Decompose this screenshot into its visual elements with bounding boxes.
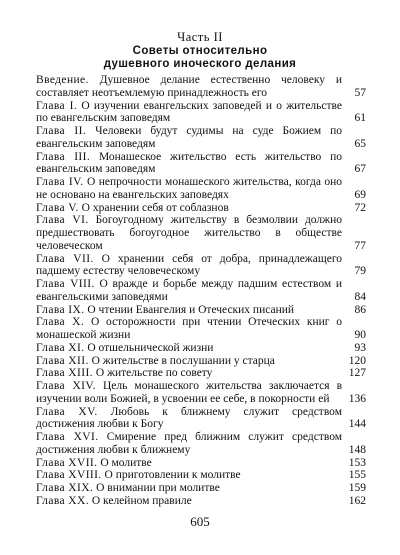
toc-entry [36,316,366,342]
toc-entry-title: О молитве [100,456,152,469]
toc-entry [36,278,366,304]
toc-entry-title: О келейном правиле [91,494,192,507]
toc-entry-page: 86 [354,303,366,316]
toc-entry-title: О жительстве по совету [95,367,213,380]
toc-entry-label: Глава XVI. [36,431,99,443]
toc-entry-label: Глава I. [36,99,78,112]
toc-entry-label: Глава XV. [36,405,98,418]
toc-entry-title: О непрочности монашеского жительства, когда оно не основано на евангельских заповедях [36,176,343,201]
toc-entry-label: Глава XI. [36,341,85,354]
toc-entry-title: Богоугодному жительству в безмолвии должно предшествовать богоугодное жительство в обществе человеческом [36,214,342,252]
toc-entry-label: Глава IX. [36,303,85,316]
toc-entry-label: Глава XX. [36,494,89,507]
toc-entry-text [36,380,342,406]
toc-entry-label: Глава XVII. [36,456,98,469]
toc-entry-page: 136 [348,392,366,405]
toc-entry-text [36,151,342,177]
toc-entry-text [36,367,342,380]
toc-entry [36,380,366,406]
toc-entry-title: О отшельнической жизни [87,341,214,354]
toc-entry-title: Смирение пред ближним служит средством достижения любви к ближнему [36,431,343,456]
toc-entry-title: О осторожности при чтении Отеческих книг о монашеской жизни [36,316,343,341]
toc-entry-label: Глава VIII. [36,278,95,290]
toc-entry-page: 127 [348,367,366,380]
toc-entry-label: Глава V. [36,201,79,214]
toc-entry-title: О чтении Евангелия и Отеческих писаний [87,303,295,316]
toc-entry-title: Любовь к ближнему служит средством достижения любви к Богу [36,405,342,431]
toc-entry-title: Цель монашеского жительства заключается в изучении воли Божией, в усвоении ее себе, в покорности ей [36,380,343,405]
toc-entry-title: О изучении евангельских заповедей и о жительстве по евангельским заповедям [36,99,343,125]
toc-entry [36,367,366,380]
toc-entry [36,125,366,151]
toc-entry-page: 72 [354,201,366,214]
toc-entry [36,151,366,177]
toc-entry [36,74,366,100]
toc-entry-page: 159 [348,482,366,494]
toc-entry-page: 61 [354,112,366,125]
toc-entry [36,100,366,126]
part-title: Часть II [177,30,223,44]
toc-entry [36,495,366,508]
toc-entry [36,253,366,279]
toc-entry-text [36,125,342,151]
toc-entry-label: Введение. [36,74,89,86]
toc-entry-label: Глава III. [36,150,91,163]
toc-entry-page: 153 [348,456,366,469]
toc-entry-title: Душевное делание естественно человеку и составляет неотъемлемую принадлежность его [36,74,342,99]
page-number: 605 [190,514,210,529]
toc-entry-label: Глава VI. [36,214,89,227]
toc-entry [36,214,366,252]
toc-entry-page: 77 [354,239,366,252]
toc-entry-text [36,342,342,355]
toc-entry-text [36,431,342,457]
toc-entry [36,469,366,482]
toc-entry-text [36,214,342,252]
toc-entry-title: О хранении себя от соблазнов [81,201,229,214]
toc-entry-label: Глава XVIII. [36,469,102,482]
toc-entry-label: Глава II. [36,125,87,137]
toc-entry-text [36,495,342,508]
toc-entry-title: Монашеское жительство есть жительство по евангельским заповедям [36,150,342,176]
toc-entry [36,482,366,495]
toc-entry-page: 67 [354,163,366,176]
toc-entry-text [36,100,342,126]
toc-entry-page: 144 [348,418,366,431]
toc-entry-label: Глава XIX. [36,482,94,494]
toc-entry [36,304,366,317]
toc-entry-text [36,74,342,100]
toc-entry-text [36,278,342,304]
section-subtitle-line-2: душевного иноческого делания [103,58,297,70]
toc-entry-title: О вражде и борьбе между падшим естеством и евангельскими заповедями [36,278,342,303]
table-of-contents [36,74,366,508]
toc-entry-label: Глава XII. [36,354,89,367]
toc-entry [36,431,366,457]
toc-entry-page: 84 [354,290,366,303]
toc-entry-label: Глава XIII. [36,367,93,380]
toc-entry-page: 162 [348,494,366,507]
toc-entry-page: 148 [348,443,366,456]
toc-entry-text [36,457,342,470]
section-subtitle-line-1: Советы относительно [132,45,268,57]
toc-entry-page: 69 [354,188,366,201]
toc-entry-page: 93 [354,341,366,354]
toc-entry-page: 79 [354,265,366,278]
toc-entry-text [36,355,342,368]
toc-entry [36,342,366,355]
toc-entry-title: О внимании при молитве [96,482,220,494]
toc-entry [36,176,366,202]
toc-entry-text [36,304,342,317]
toc-entry-text [36,469,342,482]
toc-entry-title: О приготовлении к молитве [104,469,241,482]
toc-entry-text [36,406,342,432]
toc-entry-text [36,482,342,495]
toc-entry-label: Глава XIV. [36,380,96,392]
toc-entry-label: Глава X. [36,316,85,329]
toc-entry-title: Человеки будут судимы на суде Божием по евангельским заповедям [36,125,342,150]
toc-entry-text [36,253,342,279]
toc-entry-page: 57 [354,86,366,99]
toc-entry-title: О хранении себя от добра, принадлежащего падшему естеству человеческому [36,252,342,278]
toc-entry-label: Глава IV. [36,176,84,188]
toc-entry [36,406,366,432]
toc-entry-page: 90 [354,329,366,341]
toc-entry-text [36,176,342,202]
toc-entry-page: 65 [354,137,366,150]
toc-entry-title: О жительстве в послушании у старца [91,354,275,367]
toc-entry-label: Глава VII. [36,252,94,265]
toc-entry-page: 120 [348,354,366,367]
toc-entry [36,355,366,368]
toc-entry [36,457,366,470]
toc-entry-text [36,202,342,215]
toc-entry-text [36,316,342,342]
toc-entry [36,202,366,215]
toc-entry-page: 155 [348,469,366,482]
section-header [0,30,400,71]
